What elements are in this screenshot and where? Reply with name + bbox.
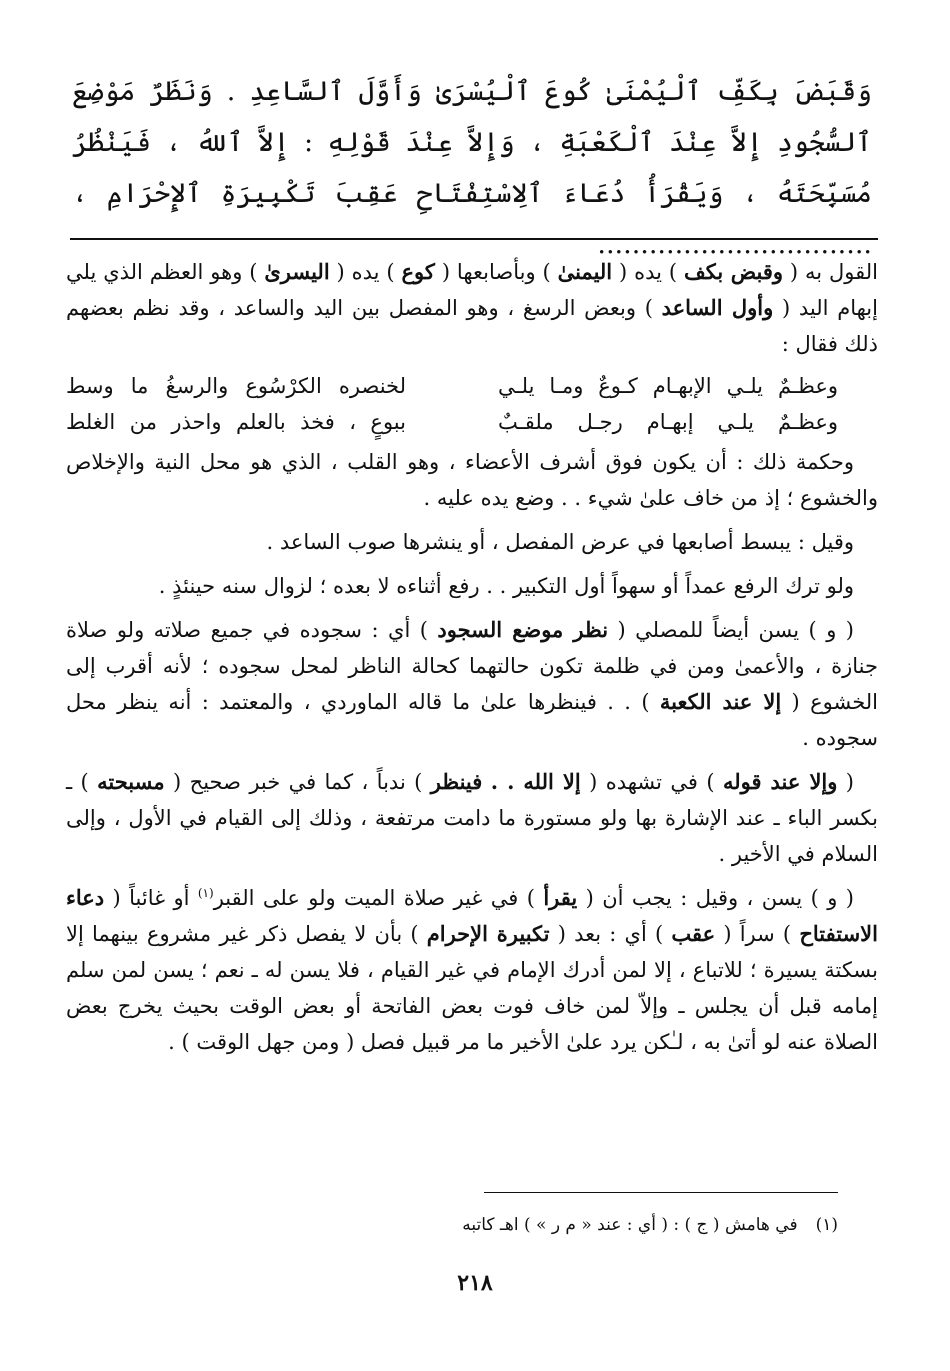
text-run: ( — [837, 770, 854, 794]
text-run: ( و ) يسن أيضاً للمصلي ( — [608, 618, 854, 642]
matn-dots: ................................ — [597, 229, 872, 260]
text-run: ) وبعض الرسغ ، وهو المفصل بين اليد والساعد ، وقد نظم بعضهم ذلك فقال : — [66, 296, 878, 356]
sharh-paragraph-4: ولو ترك الرفع عمداً أو سهواً أول التكبير . . رفع أثناءه لا بعده ؛ لزوال سنه حينئذٍ . — [158, 574, 854, 598]
matn-line-3: تَكْبِيرَةِ ٱلإِحْرَامِ ، — [72, 178, 316, 209]
verse-first-hemistich: وعظـمٌ يلـي إبهـام رجـل ملقـبٌ — [498, 410, 838, 434]
matn-quote: فينظر — [430, 769, 483, 794]
matn-quote: اليمنىٰ — [557, 259, 613, 284]
footnote — [462, 1210, 838, 1240]
matn-quote: إلا عند الكعبة — [659, 689, 782, 714]
poem-verse-2 — [66, 404, 838, 440]
matn-line-2: ٱلْكَعْبَةِ ، وَإِلاَّ عِنْدَ قَوْلِهِ : إِلاَّ ٱللهُ ، فَيَنْظُرُ مُسَبِّحَتَهُ ، وَيَقْرَأُ دُعَاءَ ٱلِاسْتِفْتَاحِ عَقِبَ — [72, 127, 872, 209]
text-run: ) في غير صلاة الميت ولو على القبر — [213, 886, 544, 910]
sharh-commentary — [66, 254, 878, 1060]
sharh-paragraph-3: وقيل : يبسط أصابعها في عرض المفصل ، أو ينشرها صوب الساعد . — [266, 530, 854, 554]
text-run: ) أي : بعد ( — [549, 922, 672, 946]
text-run: ) . . فينظرها علىٰ ما قاله الماوردي ، والمعتمد : أنه ينظر محل سجوده . — [66, 690, 878, 750]
matn-quote: تكبيرة الإحرام — [426, 921, 550, 946]
matn-quote: مسبحته — [97, 769, 165, 794]
sharh-paragraph-5 — [66, 612, 878, 756]
text-run: ) أي : سجوده في جميع صلاته ولو صلاة جنازة ، والأعمىٰ ومن في ظلمة تكون حالتهما كحالة الناظر لمحل سجوده ؛ لأنه أقرب إلى الخشوع ( — [66, 618, 878, 714]
page-number: ٢١٨ — [457, 1270, 493, 1296]
text-run — [482, 770, 490, 794]
matn-quote: دعاء الاستفتاح — [66, 885, 878, 946]
text-run: ) ندباً ، كما في خبر صحيح ( — [164, 770, 431, 794]
matn-quote: اليسرىٰ — [264, 259, 330, 284]
text-run: ) ـ بكسر الباء ـ عند الإشارة بها ولو مستورة ما دامت مرتفعة ، وذلك إلى القيام في الأول ، وإلى السلام في الأخير . — [66, 770, 878, 866]
verse-second-hemistich: لخنصره الكرْسُوع والرسغُ ما وسط — [66, 374, 406, 398]
matn-quote: عقب — [671, 921, 716, 946]
verse-second-hemistich: ببوعٍ ، فخذ بالعلم واحذر من الغلط — [66, 410, 406, 434]
matn-quote: نظر موضع السجود — [437, 617, 609, 642]
matn-divider — [70, 238, 878, 240]
text-run: أو غائباً ( — [104, 886, 198, 910]
text-run: القول به ( — [783, 260, 878, 284]
text-run: ) وهو العظم الذي يلي إبهام اليد ( — [66, 260, 878, 320]
verse-first-hemistich: وعظـمٌ يلـي الإبهـام كـوعٌ ومـا يلـي — [498, 374, 838, 398]
footnote-divider — [484, 1192, 838, 1193]
sharh-paragraph-6 — [66, 764, 878, 872]
text-run: ) في تشهده ( — [580, 770, 723, 794]
text-run: ) بأن لا يفصل ذكر غير مشروع بينهما إلا بسكتة يسيرة ؛ للاتباع ، إلا لمن أدرك الإمام في غير القيام ، فلا يسن له ـ نعم ؛ يسن لمن سلم إمامه قبل أن يجلس ـ وإلاّ لمن خاف فوت بعض الفاتحة أو بعض الوقت بحيث يخرج بعض الصلاة عنه لو أتىٰ به ، لـٰكن يرد علىٰ الأخير ما مر قبيل فصل ( ومن جهل الوقت ) . — [66, 922, 878, 1054]
sharh-paragraph-2: وحكمة ذلك : أن يكون فوق أشرف الأعضاء ، وهو القلب ، الذي هو محل النية والإخلاص والخشوع ؛ إذ من خاف علىٰ شيء . . وضع يده عليه . — [66, 450, 878, 510]
footnote-text: في هامش ( ج ) : ( أي : عند « م ر » ) اهـ كاتبه — [462, 1215, 798, 1235]
matn-quote: إلا الله . . — [490, 769, 581, 794]
matn-quote: وإلا عند قوله — [722, 769, 838, 794]
footnote-marker: (١) — [197, 886, 214, 900]
matn-quote: وقبض بكف — [684, 259, 783, 284]
poem-verse-1 — [66, 368, 838, 404]
matn-quote: كوع — [401, 259, 435, 284]
poem-verses — [66, 368, 878, 440]
text-run: ) وبأصابعها ( — [434, 260, 558, 284]
footnote-number: (١) — [815, 1215, 838, 1235]
text-run: ) يده ( — [329, 260, 402, 284]
text-run: ) سراً ( — [715, 922, 800, 946]
matn-line-1: وَقَبَضَ بِكَفِّ ٱلْيُمْنَىٰ كُوعَ ٱلْيُسْرَىٰ وَأَوَّلَ ٱلسَّاعِدِ . وَنَظَرٌ مَوْضِعَ ٱلسُّجُودِ إِلاَّ عِنْدَ — [72, 76, 872, 158]
sharh-paragraph-1 — [66, 254, 878, 362]
matn-quote: وأول الساعد — [661, 295, 774, 320]
matn-quote: يقرأ — [543, 885, 578, 910]
text-run: ( و ) يسن ، وقيل : يجب أن ( — [577, 886, 854, 910]
text-run: ) يده ( — [612, 260, 685, 284]
sharh-paragraph-7 — [66, 880, 878, 1060]
